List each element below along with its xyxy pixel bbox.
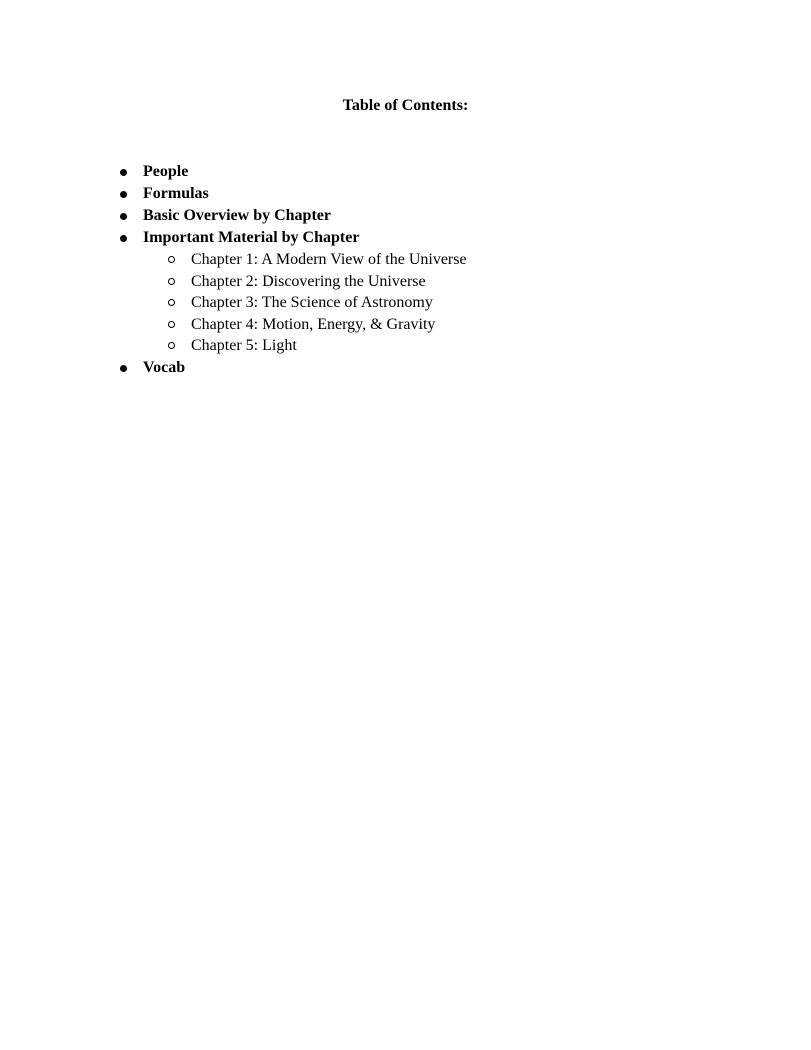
toc-subitem-label: Chapter 1: A Modern View of the Universe — [191, 251, 467, 268]
toc-item-label: People — [143, 163, 189, 180]
toc-list — [116, 161, 467, 379]
toc-subitem-label: Chapter 5: Light — [191, 337, 297, 354]
toc-item-label: Important Material by Chapter — [143, 229, 360, 246]
toc-subitem-chapter-3 — [164, 292, 467, 314]
toc-subitem-label: Chapter 4: Motion, Energy, & Gravity — [191, 315, 436, 333]
toc-item-formulas — [116, 183, 467, 205]
toc-item-vocab — [116, 357, 467, 379]
filled-bullet-icon — [120, 235, 127, 242]
hollow-bullet-icon — [168, 321, 175, 328]
toc-subitem-chapter-4 — [164, 314, 467, 336]
toc-item-label: Vocab — [143, 358, 186, 376]
toc-item-important-material — [116, 227, 467, 357]
filled-bullet-icon — [120, 169, 127, 176]
toc-subitem-label: Chapter 2: Discovering the Universe — [191, 272, 426, 290]
hollow-bullet-icon — [168, 278, 175, 285]
toc-item-label: Basic Overview by Chapter — [143, 207, 331, 224]
toc-sublist — [164, 249, 467, 357]
filled-bullet-icon — [120, 191, 127, 198]
toc-item-label: Formulas — [143, 185, 209, 202]
filled-bullet-icon — [120, 213, 127, 220]
toc-subitem-chapter-1 — [164, 249, 467, 271]
toc-subitem-label: Chapter 3: The Science of Astronomy — [191, 294, 433, 311]
toc-item-people — [116, 161, 467, 183]
hollow-bullet-icon — [168, 299, 175, 306]
toc-subitem-chapter-5 — [164, 335, 467, 357]
hollow-bullet-icon — [168, 256, 175, 263]
hollow-bullet-icon — [168, 342, 175, 349]
toc-item-basic-overview — [116, 205, 467, 227]
filled-bullet-icon — [120, 365, 127, 372]
page-title: Table of Contents: — [342, 97, 469, 114]
toc-subitem-chapter-2 — [164, 271, 467, 293]
